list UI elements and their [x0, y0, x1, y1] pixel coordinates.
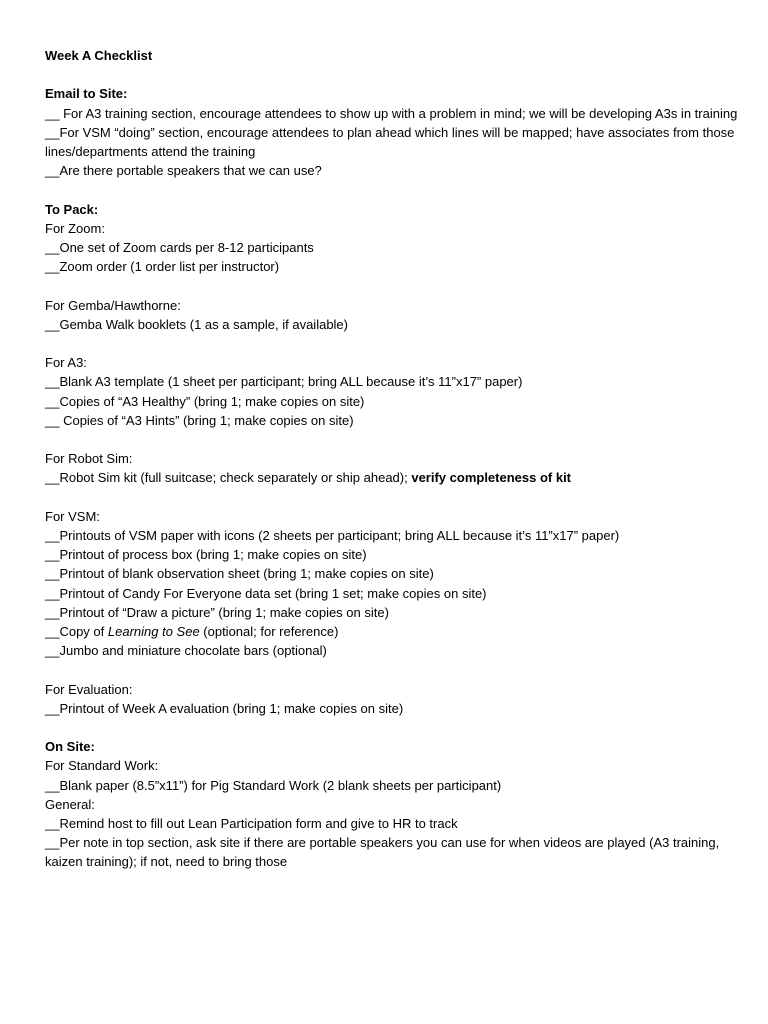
vsm-item-learning-to-see [45, 622, 745, 641]
spacer [45, 430, 745, 449]
robot-label: For Robot Sim: [45, 451, 133, 467]
spacer [45, 276, 745, 295]
document-title: Week A Checklist [45, 48, 153, 63]
vsm-item-candy-data: __Printout of Candy For Everyone data set (bring 1 set; make copies on site) [45, 585, 487, 601]
spacer [45, 718, 745, 737]
vsm-item-process-box: __Printout of process box (bring 1; make copies on site) [45, 547, 367, 563]
general-label: General: [45, 796, 95, 812]
general-item-lean-form: __Remind host to fill out Lean Participation form and give to HR to track [45, 816, 458, 831]
zoom-item-order: __Zoom order (1 order list per instructor) [45, 259, 280, 275]
spacer [45, 180, 745, 199]
vsm-book-title: Learning to See [107, 624, 200, 639]
evaluation-item-printout: __Printout of Week A evaluation (bring 1; make copies on site) [45, 700, 404, 716]
a3-item-hints: __ Copies of “A3 Hints” (bring 1; make copies on site) [45, 412, 354, 428]
vsm-copy-suffix: (optional; for reference) [199, 624, 339, 639]
vsm-item-draw-picture: __Printout of “Draw a picture” (bring 1; make copies on site) [45, 604, 389, 620]
vsm-item-chocolate-bars: __Jumbo and miniature chocolate bars (optional) [45, 643, 327, 659]
a3-item-template: __Blank A3 template (1 sheet per participant; bring ALL because it’s 11”x17” paper) [45, 374, 523, 390]
a3-item-healthy: __Copies of “A3 Healthy” (bring 1; make copies on site) [45, 393, 365, 409]
a3-label: For A3: [45, 355, 87, 371]
document-page [45, 46, 745, 872]
vsm-copy-prefix: __Copy of [45, 624, 108, 639]
vsm-label: For VSM: [45, 508, 100, 524]
zoom-item-cards: __One set of Zoom cards per 8-12 participants [45, 240, 314, 255]
gemba-label: For Gemba/Hawthorne: [45, 297, 181, 313]
spacer [45, 660, 745, 679]
email-item-portable-speakers: __Are there portable speakers that we can use? [45, 163, 322, 179]
general-item-speakers: __Per note in top section, ask site if there are portable speakers you can use for when videos are played (A3 training, kaizen training); if not, need to bring those [45, 835, 723, 870]
spacer [45, 65, 745, 84]
vsm-item-printouts: __Printouts of VSM paper with icons (2 sheets per participant; bring ALL because it’s 11”x17” paper) [45, 527, 620, 543]
vsm-item-observation-sheet: __Printout of blank observation sheet (bring 1; make copies on site) [45, 566, 434, 582]
robot-item-emphasis: verify completeness of kit [411, 470, 572, 486]
pack-section-heading: To Pack: [45, 201, 99, 217]
evaluation-label: For Evaluation: [45, 681, 133, 697]
robot-item-kit [45, 468, 745, 487]
onsite-section-heading: On Site: [45, 739, 95, 755]
spacer [45, 334, 745, 353]
spacer [45, 488, 745, 507]
zoom-label: For Zoom: [45, 220, 105, 236]
email-item-vsm-doing: __For VSM “doing” section, encourage attendees to plan ahead which lines will be mapped; have associates from those lines/departments attend the training [45, 124, 739, 159]
robot-item-text: __Robot Sim kit (full suitcase; check separately or ship ahead); [45, 470, 412, 486]
gemba-item-booklets: __Gemba Walk booklets (1 as a sample, if available) [45, 316, 348, 332]
email-section-heading: Email to Site: [45, 86, 128, 102]
email-item-a3-training: __ For A3 training section, encourage attendees to show up with a problem in mind; we will be developing A3s in training [45, 105, 738, 121]
standard-work-item: __Blank paper (8.5”x11”) for Pig Standard Work (2 blank sheets per participant) [45, 777, 502, 793]
standard-work-label: For Standard Work: [45, 758, 159, 774]
